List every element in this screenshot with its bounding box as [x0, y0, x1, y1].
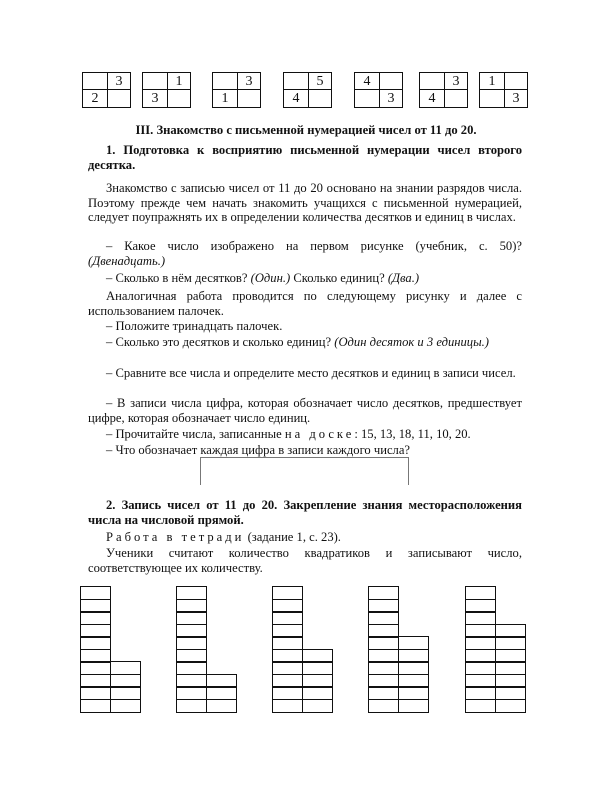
question-2a: – Сколько в нём десятков?	[106, 271, 248, 285]
square-cell	[398, 636, 429, 650]
card-digit: 1	[488, 74, 496, 89]
card-digit	[167, 90, 191, 107]
square-cell	[398, 661, 429, 675]
square-cell	[272, 699, 303, 713]
card-digit: 1	[175, 74, 183, 89]
subsection-1-title: 1. Подготовка к восприятию письменной нумерации чисел второго десятка.	[88, 143, 522, 172]
question-4-text: – Сколько это десятков и сколько единиц?	[106, 335, 332, 349]
question-6: – В записи числа цифра, которая обозначает число десятков, предшествует цифре, которая обозначает число единиц.	[88, 396, 522, 425]
card-digit	[355, 90, 379, 107]
square-cell	[495, 686, 526, 700]
card-digit: 3	[387, 91, 395, 106]
square-cell	[398, 699, 429, 713]
card-digit	[107, 90, 131, 107]
card-digit: 3	[245, 74, 253, 89]
question-2	[88, 271, 522, 286]
square-cell	[398, 649, 429, 663]
question-7-numbers: : 15, 13, 18, 11, 10, 20.	[354, 427, 471, 441]
work-reference: (задание 1, с. 23).	[244, 530, 341, 544]
card-digit	[504, 73, 528, 90]
question-3: – Положите тринадцать палочек.	[106, 319, 283, 333]
card-digit: 3	[115, 74, 123, 89]
answer-4: (Один десяток и 3 единицы.)	[334, 335, 489, 349]
square-cell	[398, 686, 429, 700]
card-digit: 4	[363, 74, 371, 89]
square-cell	[110, 674, 141, 688]
answer-2a: (Один.)	[250, 271, 291, 285]
card-digit	[444, 90, 468, 107]
section-title: III. Знакомство с письменной нумерацией чисел от 11 до 20.	[135, 123, 477, 137]
digit-card	[419, 72, 468, 108]
card-digit	[480, 90, 504, 107]
square-cell	[465, 699, 496, 713]
connector-left	[200, 457, 201, 485]
paragraph-intro: Знакомство с записью чисел от 11 до 20 основано на знании разрядов числа. Поэтому прежде чем начать знакомить учащихся с письменной нумерацией, следует поупражнять их в определении количества десятков и единиц в числах.	[88, 181, 522, 224]
work-label: Работа в тетради	[106, 530, 245, 544]
subsection-2-title: 2. Запись чисел от 11 до 20. Закрепление знания месторасположения числа на числовой прямой.	[88, 498, 522, 527]
card-digit	[83, 73, 107, 90]
square-cell	[302, 674, 333, 688]
square-cell	[368, 699, 399, 713]
square-cell	[206, 686, 237, 700]
square-cell	[302, 686, 333, 700]
digit-card	[283, 72, 332, 108]
square-cell	[110, 686, 141, 700]
question-1	[88, 239, 522, 268]
card-digit: 3	[452, 74, 460, 89]
square-cell	[206, 699, 237, 713]
card-digit: 4	[292, 91, 300, 106]
digit-card	[479, 72, 528, 108]
question-7a: – Прочитайте числа, записанные	[106, 427, 282, 441]
question-2b: Сколько единиц?	[293, 271, 385, 285]
square-cell	[176, 699, 207, 713]
paragraph-analog: Аналогичная работа проводится по следующему рисунку и далее с использованием палочек.	[88, 289, 522, 318]
work-in-notebook	[88, 530, 522, 545]
square-cell	[302, 649, 333, 663]
digit-card	[82, 72, 131, 108]
card-digit	[284, 73, 308, 90]
digit-card	[212, 72, 261, 108]
card-digit: 3	[512, 91, 520, 106]
digit-card	[142, 72, 191, 108]
card-digit	[237, 90, 261, 107]
card-digit: 1	[221, 91, 229, 106]
question-8: – Что обозначает каждая цифра в записи каждого числа?	[106, 443, 411, 457]
question-4	[88, 335, 522, 350]
square-cell	[80, 699, 111, 713]
square-cell	[495, 661, 526, 675]
question-7	[88, 427, 522, 442]
square-cell	[302, 699, 333, 713]
square-cell	[495, 649, 526, 663]
square-cell	[495, 624, 526, 638]
answer-1: (Двенадцать.)	[88, 253, 166, 268]
card-digit	[420, 73, 444, 90]
card-digit	[308, 90, 332, 107]
card-digit: 2	[91, 91, 99, 106]
answer-2b: (Два.)	[387, 271, 420, 285]
square-cell	[110, 661, 141, 675]
square-cell	[302, 661, 333, 675]
square-cell	[495, 636, 526, 650]
digit-card	[354, 72, 403, 108]
square-cell	[398, 674, 429, 688]
connector-right	[408, 457, 409, 485]
question-1-text: – Какое число изображено на первом рисунке (учебник, с. 50)?	[106, 239, 522, 253]
card-digit: 3	[151, 91, 159, 106]
square-cell	[495, 674, 526, 688]
connector-top	[200, 457, 408, 458]
card-digit: 4	[428, 91, 436, 106]
card-digit: 5	[316, 74, 324, 89]
question-7-board: на доске	[284, 427, 355, 441]
card-digit	[143, 73, 167, 90]
square-cell	[110, 699, 141, 713]
square-cell	[206, 674, 237, 688]
square-cell	[495, 699, 526, 713]
card-digit	[213, 73, 237, 90]
paragraph-squares: Ученики считают количество квадратиков и записывают число, соответствующее их количеству.	[88, 546, 522, 575]
question-5: – Сравните все числа и определите место десятков и единиц в записи чисел.	[106, 366, 516, 380]
card-digit	[379, 73, 403, 90]
